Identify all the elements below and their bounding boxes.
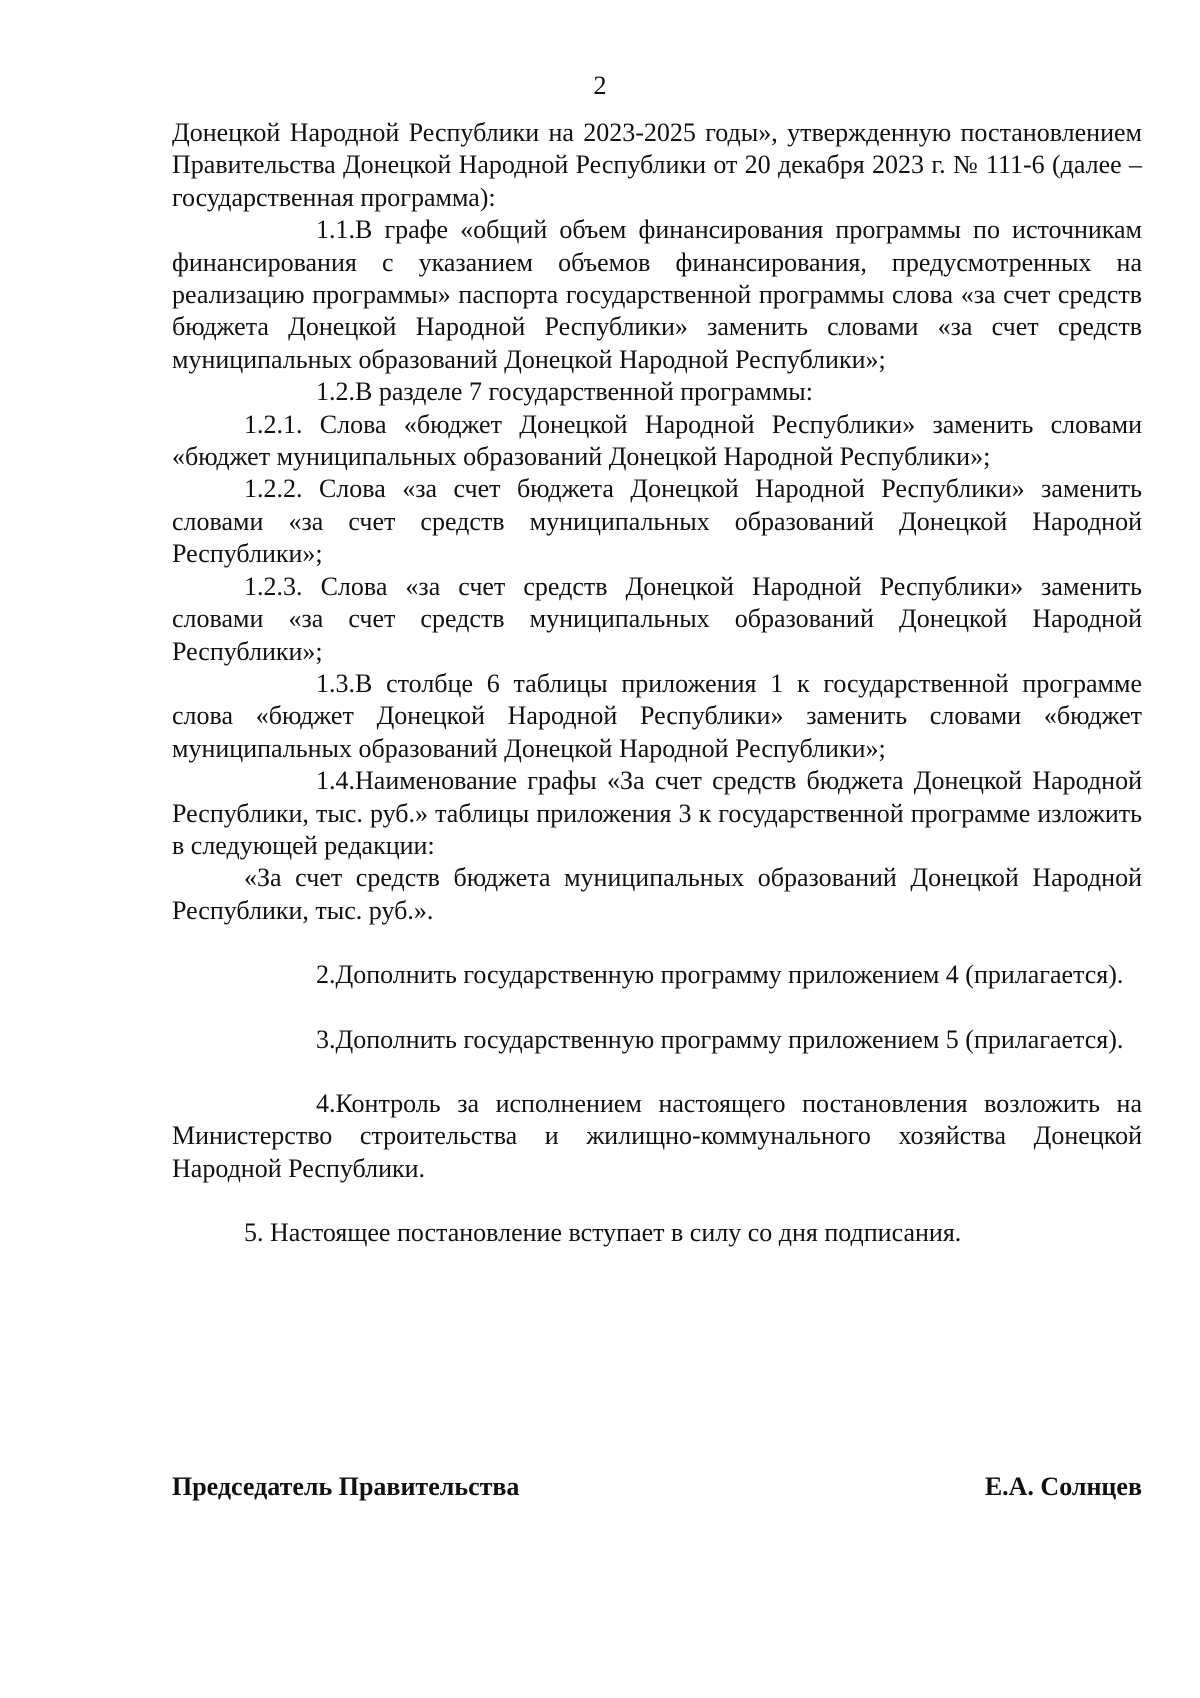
paragraph-1-2-1: 1.2.1. Слова «бюджет Донецкой Народной Республики» заменить словами «бюджет муниципальных образований Донецкой Народной Республики»;	[172, 409, 1142, 472]
item-text: В разделе 7 государственной программы:	[355, 377, 813, 407]
spacer	[172, 927, 1142, 959]
spacer	[172, 992, 1142, 1024]
paragraph-4	[172, 1088, 1142, 1185]
signatory-title: Председатель Правительства	[172, 1472, 520, 1501]
item-number: 1.4.	[316, 766, 355, 796]
paragraph-1-2	[172, 376, 1142, 408]
paragraph-2	[172, 959, 1142, 991]
paragraph-1-3	[172, 668, 1142, 765]
spacer	[172, 1185, 1142, 1217]
item-number: 1.1.	[316, 215, 355, 245]
paragraph-1-2-2: 1.2.2. Слова «за счет бюджета Донецкой Народной Республики» заменить словами «за счет средств муниципальных образований Донецкой Народной Республики»;	[172, 474, 1142, 569]
spacer	[172, 1056, 1142, 1088]
document-body	[172, 117, 1142, 1250]
item-text: В графе «общий объем финансирования программы по источникам финансирования с указанием объемов финансирования, предусмотренных на реализацию программы» паспорта государственной программы слова «за счет средств бюджета Донецкой Народной Республики» заменить словами «за счет средств муниципальных образований Донецкой Народной Республики»;	[172, 215, 1142, 374]
paragraph-1-4	[172, 765, 1142, 862]
item-text: В столбце 6 таблицы приложения 1 к государственной программе слова «бюджет Донецкой Народной Республики» заменить словами «бюджет муниципальных образований Донецкой Народной Республики»;	[172, 668, 1142, 763]
paragraph-1-4-quote: «За счет средств бюджета муниципальных образований Донецкой Народной Республики, тыс. руб.».	[172, 863, 1142, 925]
item-text: Наименование графы «За счет средств бюджета Донецкой Народной Республики, тыс. руб.» таблицы приложения 3 к государственной программе изложить в следующей редакции:	[172, 766, 1142, 860]
item-number: 4.	[316, 1088, 336, 1118]
item-text: Дополнить государственную программу приложением 4 (прилагается).	[335, 960, 1124, 990]
item-text: Дополнить государственную программу приложением 5 (прилагается).	[335, 1024, 1124, 1054]
paragraph-1-1	[172, 214, 1142, 376]
paragraph-3	[172, 1024, 1142, 1056]
item-number: 2.	[316, 960, 336, 990]
paragraph-1-2-3: 1.2.3. Слова «за счет средств Донецкой Народной Республики» заменить словами «за счет средств муниципальных образований Донецкой Народной Республики»;	[172, 571, 1142, 666]
item-text: Контроль за исполнением настоящего постановления возложить на Министерство строительства и жилищно-коммунального хозяйства Донецкой Народной Республики.	[172, 1088, 1142, 1183]
item-number: 3.	[316, 1024, 336, 1054]
paragraph-intro: Донецкой Народной Республики на 2023-2025 годы», утвержденную постановлением Правительства Донецкой Народной Республики от 20 декабря 2023 г. № 111-6 (далее – государственная программа):	[172, 118, 1142, 212]
page-number: 2	[593, 71, 607, 100]
paragraph-5: 5. Настоящее постановление вступает в силу со дня подписания.	[244, 1218, 962, 1248]
signatory-name: Е.А. Солнцев	[984, 1472, 1142, 1501]
item-number: 1.3.	[316, 668, 355, 698]
item-number: 1.2.	[316, 377, 355, 407]
